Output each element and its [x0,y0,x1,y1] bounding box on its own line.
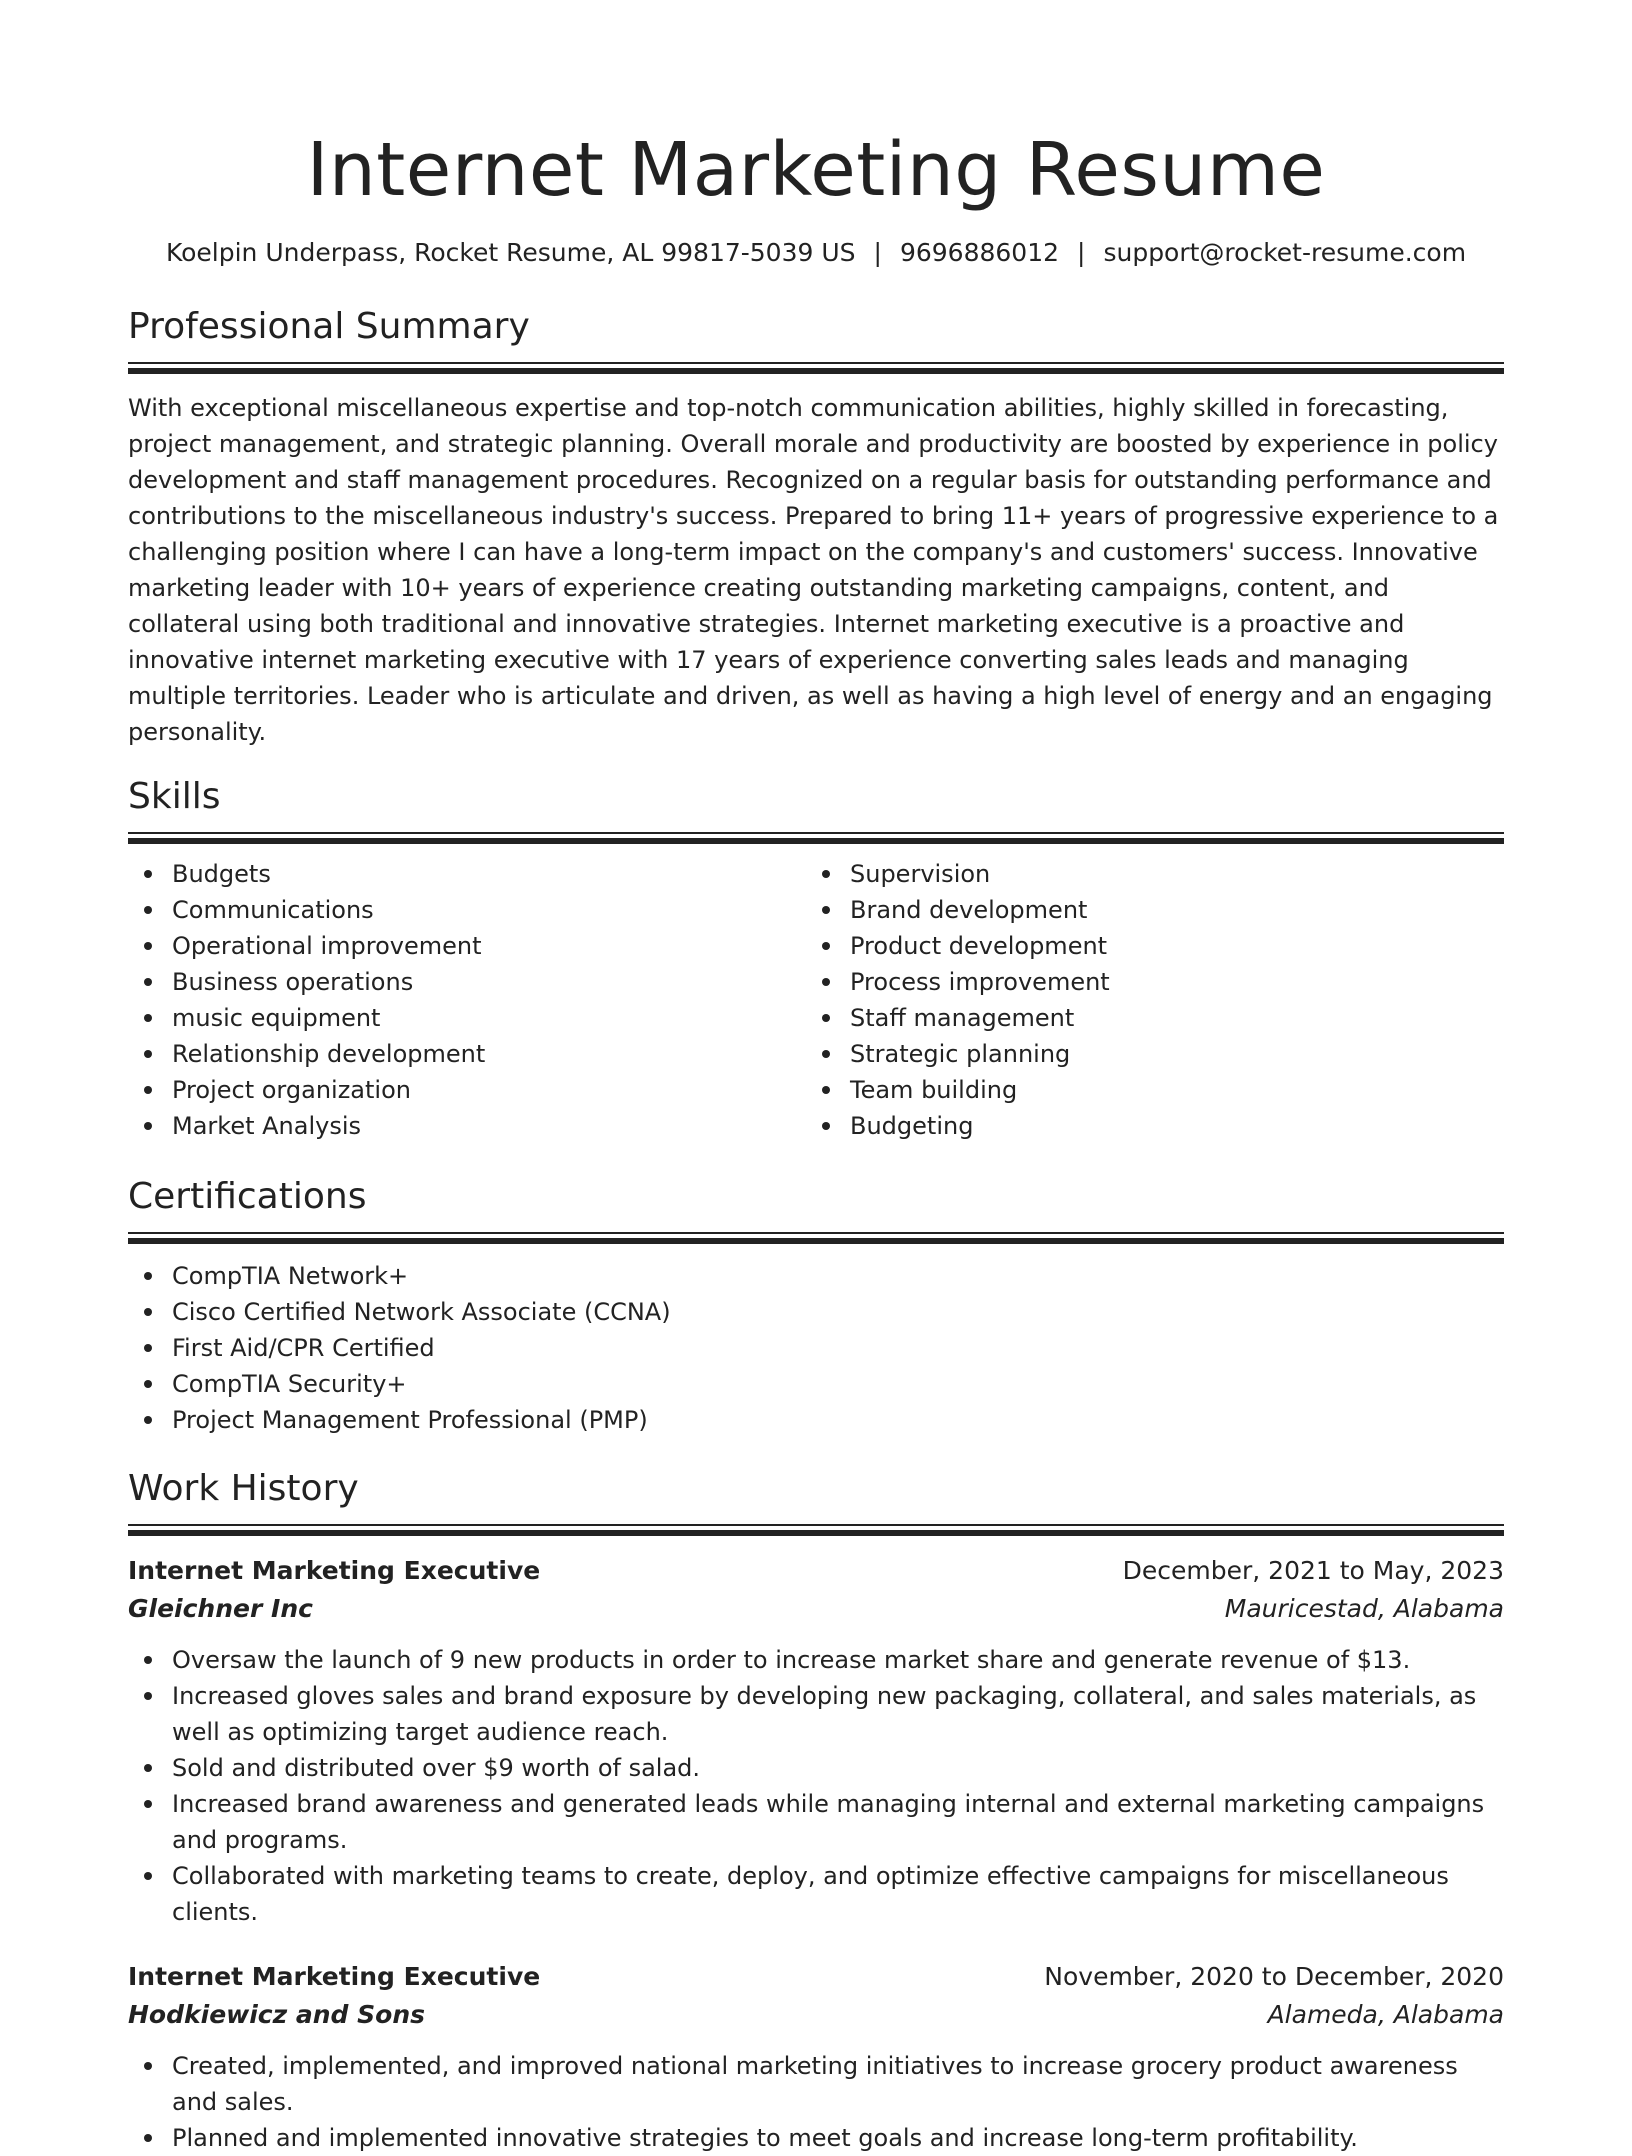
skill-item: Process improvement [806,964,1484,1000]
job-bullet: Sold and distributed over $9 worth of salad. [128,1750,1504,1786]
skill-item: Budgets [128,856,806,892]
contact-line [128,236,1504,270]
section-divider [128,1524,1504,1536]
skill-item: Communications [128,892,806,928]
job-bullets [128,1642,1504,1930]
job-company-row [128,1590,1504,1628]
section-heading-certifications: Certifications [128,1176,367,1217]
job-title: Internet Marketing Executive [128,1962,541,1991]
certification-item: Project Management Professional (PMP) [128,1402,1504,1438]
job-dates: November, 2020 to December, 2020 [1044,1962,1504,1991]
skill-item: Business operations [128,964,806,1000]
skill-item: Market Analysis [128,1108,806,1144]
certification-item: Cisco Certified Network Associate (CCNA) [128,1294,1504,1330]
section-divider [128,1232,1504,1244]
work-history-section [128,1466,1504,2156]
certifications-section [128,1174,1504,1438]
job-entry [128,1552,1504,1930]
certification-item: CompTIA Security+ [128,1366,1504,1402]
section-heading-work-history: Work History [128,1468,359,1509]
section-divider [128,832,1504,844]
certification-list [128,1258,1504,1438]
contact-phone: 9696886012 [899,238,1060,267]
skill-item: Supervision [806,856,1484,892]
job-dates: December, 2021 to May, 2023 [1122,1556,1504,1585]
skills-right-column [806,856,1484,1144]
section-heading-summary: Professional Summary [128,306,530,347]
job-company: Gleichner Inc [128,1594,313,1623]
skill-item: Brand development [806,892,1484,928]
job-bullet: Increased brand awareness and generated leads while managing internal and external marketing campaigns and programs. [128,1786,1504,1858]
certification-item: First Aid/CPR Certified [128,1330,1504,1366]
skill-item: Project organization [128,1072,806,1108]
resume-title: Internet Marketing Resume [306,127,1326,213]
skill-item: Budgeting [806,1108,1484,1144]
skill-item: Product development [806,928,1484,964]
job-header-row [128,1958,1504,1996]
job-header-row [128,1552,1504,1590]
job-bullet: Oversaw the launch of 9 new products in order to increase market share and generate revenue of $13. [128,1642,1504,1678]
job-bullet: Increased gloves sales and brand exposure by developing new packaging, collateral, and sales materials, as well as optimizing target audience reach. [128,1678,1504,1750]
skills-columns [128,856,1504,1144]
skill-item: music equipment [128,1000,806,1036]
contact-address: Koelpin Underpass, Rocket Resume, AL 99817-5039 US [165,238,856,267]
job-bullet: Planned and implemented innovative strategies to meet goals and increase long-term profitability. [128,2120,1504,2156]
job-bullet: Created, implemented, and improved national marketing initiatives to increase grocery product awareness and sales. [128,2048,1504,2120]
contact-separator: | [873,238,882,267]
skill-item: Team building [806,1072,1484,1108]
skill-item: Staff management [806,1000,1484,1036]
job-location: Alameda, Alabama [1267,2000,1504,2029]
summary-text: With exceptional miscellaneous expertise and top-notch communication abilities, highly skilled in forecasting, project management, and strategic planning. Overall morale and productivity are boosted by experience in policy development and staff management procedures. Recognized on a regular basis for outstanding performance and contributions to the miscellaneous industry's success. Prepared to bring 11+ years of progressive experience to a challenging position where I can have a long-term impact on the company's and customers' success. Innovative marketing leader with 10+ years of experience creating outstanding marketing campaigns, content, and collateral using both traditional and innovative strategies. Internet marketing executive is a proactive and innovative internet marketing executive with 17 years of experience converting sales leads and managing multiple territories. Leader who is articulate and driven, as well as having a high level of energy and an engaging personality. [128,394,1499,746]
certification-item: CompTIA Network+ [128,1258,1504,1294]
skill-item: Strategic planning [806,1036,1484,1072]
job-company: Hodkiewicz and Sons [128,2000,426,2029]
job-entry [128,1958,1504,2156]
skill-item: Operational improvement [128,928,806,964]
skills-left-column [128,856,806,1144]
job-title: Internet Marketing Executive [128,1556,541,1585]
section-divider [128,362,1504,374]
job-location: Mauricestad, Alabama [1224,1594,1504,1623]
job-bullet: Collaborated with marketing teams to create, deploy, and optimize effective campaigns for miscellaneous clients. [128,1858,1504,1930]
section-heading-skills: Skills [128,776,221,817]
skills-section [128,774,1504,1144]
job-bullets [128,2048,1504,2156]
contact-separator: | [1077,238,1086,267]
job-company-row [128,1996,1504,2034]
contact-email: support@rocket-resume.com [1103,238,1467,267]
skill-item: Relationship development [128,1036,806,1072]
summary-section [128,304,1504,750]
